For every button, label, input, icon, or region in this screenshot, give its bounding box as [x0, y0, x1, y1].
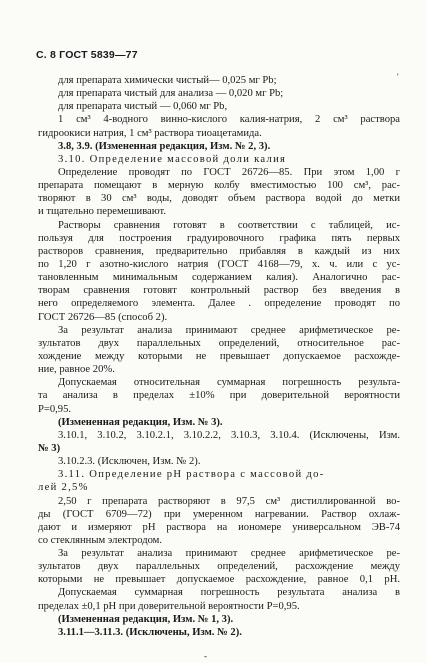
text-line: 3.10.2.3. (Исключен, Изм. № 2). [58, 456, 201, 468]
text-line: для препарата химически чистый— 0,025 мг Pb; [58, 75, 277, 86]
text-line: (Измененная редакция, Изм. № 3). [58, 416, 223, 428]
text-line: лей 2,5% [38, 482, 89, 494]
text-line: P=0,95. [38, 403, 72, 415]
text-line: Допускаемая относительная суммарная погрешность результа- [58, 377, 400, 389]
text-line: 3.10. Определение массовой доли калия [58, 153, 287, 165]
text-line: 1 см³ 4-водного винно-кислого калия-натрия, 2 см³ раствора [58, 114, 400, 126]
document-body [38, 74, 400, 639]
page-header: С. 8 ГОСТ 5839—77 [36, 49, 138, 61]
text-line: хождение между которыми не превышает допускаемое расхожде- [38, 350, 400, 362]
text-line: и тщательно перемешивают. [38, 206, 167, 218]
text-line: творам сравнения готовят контрольный раствор без введения в [38, 285, 400, 297]
text-line: За результат анализа принимают среднее арифметическое ре- [58, 324, 400, 336]
text-line: 3.11.1—3.11.3. (Исключены, Изм. № 2). [58, 626, 242, 638]
text-line: растворов сравнения, предварительно прибавляя в каждый из них [38, 245, 400, 257]
text-line: пользуя для построения градуировочного графика пять первых [38, 232, 400, 244]
text-line: по 1,20 г азотно-кислого натрия (ГОСТ 4168—79, х. ч. или с ус- [38, 258, 400, 270]
text-line: ды (ГОСТ 6709—72) при умеренном нагревании. Раствор охлаж- [38, 508, 400, 520]
text-line: тановленным минимальным содержанием калия). Аналогично рас- [38, 272, 400, 284]
text-line: ние, равное 20%. [38, 364, 115, 376]
text-line: со стеклянным электродом. [38, 534, 163, 546]
text-line: (Измененная редакция, Изм. № 1, 3). [58, 613, 234, 625]
text-line: дают и измеряют pH раствора на иономере универсальном ЭВ-74 [38, 521, 400, 533]
text-line: 3.10.1, 3.10.2, 3.10.2.1, 3.10.2.2, 3.10.3, 3.10.4. (Исключены, Изм. [58, 429, 400, 441]
text-line: 2,50 г препарата растворяют в 97,5 см³ дистиллированной во- [58, 495, 400, 507]
text-line: Допускаемая суммарная погрешность результата анализа в [58, 587, 400, 599]
text-line: препарата помещают в мерную колбу вместимостью 100 см³, рас- [38, 180, 400, 192]
text-line: зультатов двух параллельных определений, расхождение между [38, 561, 400, 573]
text-line: 3.11. Определение pH раствора с массовой до- [58, 469, 325, 481]
text-line: № 3) [38, 442, 61, 454]
text-line: 3.8, 3.9. (Измененная редакция, Изм. № 2, 3). [58, 140, 271, 152]
margin-mark: ' [397, 72, 399, 82]
text-line: пределах ±0,1 pH при доверительной вероятности P=0,95. [38, 600, 300, 612]
text-line: него определяемого элемента. Далее . определение проводят по [38, 298, 400, 310]
text-line: для препарата чистый для анализа — 0,020 мг Pb; [58, 88, 284, 100]
text-line: Растворы сравнения готовят в соответствии с таблицей, ис- [58, 219, 400, 231]
footer-mark: - [204, 651, 207, 661]
text-line: творяют в 30 см³ воды, доводят объем раствора водой до метки [38, 193, 400, 205]
text-line: для препарата чистый — 0,060 мг Pb, [58, 101, 228, 113]
text-line: гидроокиси натрия, 1 см³ раствора тиоацетамида. [38, 127, 262, 139]
text-line: которыми не превышает допускаемое расхождение, равное 0,1 pH. [38, 574, 400, 586]
text-line: та анализа в пределах ±10% при доверительной вероятности [38, 390, 400, 402]
text-line: Определение проводят по ГОСТ 26726—85. При этом 1,00 г [58, 166, 400, 178]
text-line: зультатов двух параллельных определений, относительное рас- [38, 337, 400, 349]
text-line: ГОСТ 26726—85 (способ 2). [38, 311, 168, 323]
text-line: За результат анализа принимают среднее арифметическое ре- [58, 548, 400, 560]
